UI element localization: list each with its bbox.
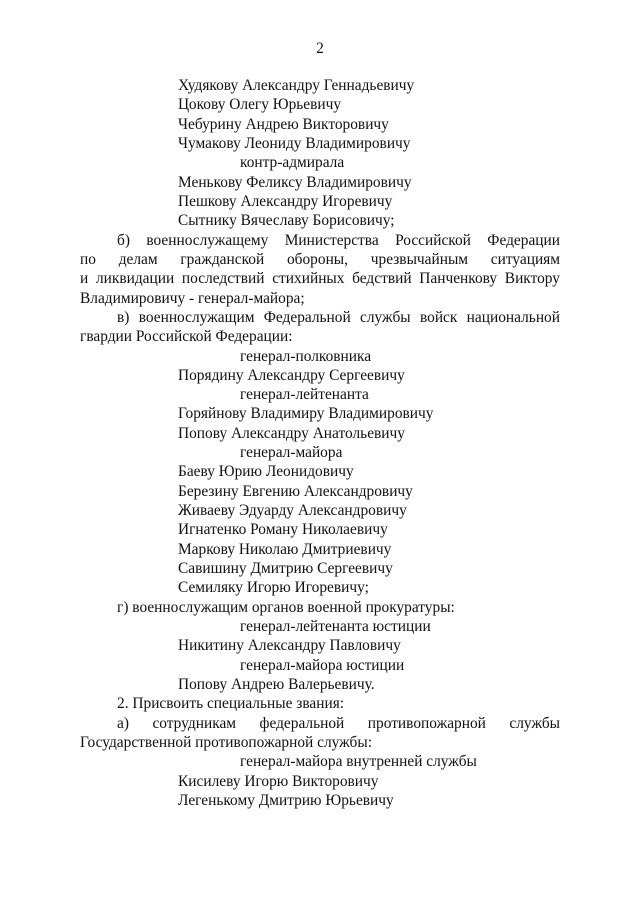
rank-heading: генерал-майора внутренней службы: [240, 753, 477, 770]
paragraph-line: в) военнослужащим Федеральной службы войск национальной: [117, 309, 560, 326]
person-name: Живаеву Эдуарду Александровичу: [178, 502, 407, 519]
person-name: Баеву Юрию Леонидовичу: [178, 463, 354, 480]
person-name: Сытнику Вячеславу Борисовичу;: [178, 212, 395, 229]
person-name: Горяйнову Владимиру Владимировичу: [178, 405, 434, 422]
person-name: Цокову Олегу Юрьевичу: [178, 96, 342, 113]
rank-heading: генерал-полковника: [240, 348, 372, 365]
rank-heading: контр-адмирала: [240, 154, 345, 171]
person-name: Пешкову Александру Игоревичу: [178, 193, 393, 210]
paragraph-line: Владимировичу - генерал-майора;: [80, 290, 305, 307]
person-name: Менькову Феликсу Владимировичу: [178, 174, 412, 191]
person-name: Худякову Александру Геннадьевичу: [178, 77, 415, 94]
paragraph-line: б) военнослужащему Министерства Российской Федерации: [117, 232, 560, 249]
paragraph-line: а) сотрудникам федеральной противопожарной службы: [117, 715, 560, 732]
paragraph-line: Государственной противопожарной службы:: [80, 734, 372, 751]
person-name: Семиляку Игорю Игоревичу;: [178, 579, 369, 596]
paragraph-line: по делам гражданской обороны, чрезвычайным ситуациям: [80, 251, 560, 268]
rank-heading: генерал-майора: [240, 444, 343, 461]
person-name: Чебурину Андрею Викторовичу: [178, 116, 389, 133]
person-name: Попову Александру Анатольевичу: [178, 425, 405, 442]
person-name: Порядину Александру Сергеевичу: [178, 367, 405, 384]
person-name: Никитину Александру Павловичу: [178, 637, 401, 654]
paragraph-line: гвардии Российской Федерации:: [80, 328, 293, 345]
person-name: Чумакову Леониду Владимировичу: [178, 135, 411, 152]
person-name: Игнатенко Роману Николаевичу: [178, 521, 388, 538]
person-name: Кисилеву Игорю Викторовичу: [178, 773, 379, 790]
person-name: Попову Андрею Валерьевичу.: [178, 676, 375, 693]
paragraph-line: и ликвидации последствий стихийных бедствий Панченкову Виктору: [80, 270, 560, 287]
person-name: Легенькому Дмитрию Юрьевичу: [178, 792, 394, 809]
person-name: Маркову Николаю Дмитриевичу: [178, 541, 392, 558]
rank-heading: генерал-лейтенанта: [240, 386, 369, 403]
paragraph-line: г) военнослужащим органов военной прокуратуры:: [117, 599, 455, 616]
page-number: 2: [316, 40, 324, 57]
person-name: Березину Евгению Александровичу: [178, 483, 413, 500]
person-name: Савишину Дмитрию Сергеевичу: [178, 560, 393, 577]
rank-heading: генерал-майора юстиции: [240, 657, 405, 674]
paragraph-line: 2. Присвоить специальные звания:: [117, 695, 345, 712]
rank-heading: генерал-лейтенанта юстиции: [240, 618, 431, 635]
